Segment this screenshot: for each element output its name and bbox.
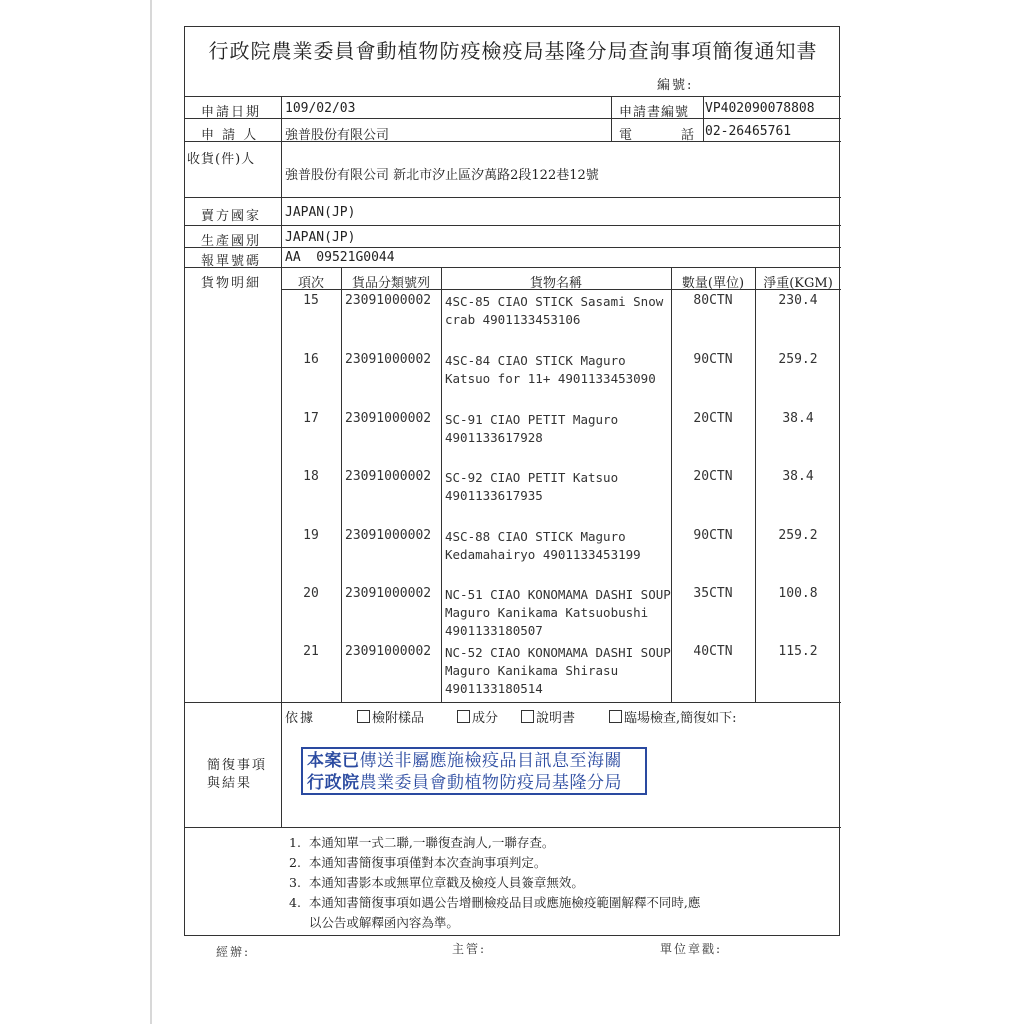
checkbox-label: 說明書 [536,711,576,726]
row-quantity: 35CTN [693,586,733,601]
row-weight: 259.2 [778,528,818,543]
checkbox-sample[interactable] [357,707,424,726]
declaration-number-value: AA 09521G0044 [285,250,395,265]
row-weight: 259.2 [778,352,818,367]
row-weight: 38.4 [782,469,814,484]
row-item: 18 [303,469,319,484]
row-item: 20 [303,586,319,601]
row-quantity: 20CTN [693,411,733,426]
header-quantity: 數量(單位) [681,276,745,291]
goods-detail-label: 貨物明細 [201,276,262,291]
header-goods-name: 貨物名稱 [529,276,582,291]
row-code: 23091000002 [345,469,432,484]
applicant-value: 強普股份有限公司 [285,128,390,143]
consignee-value: 強普股份有限公司 新北市汐止區汐萬路2段122巷12號 [285,168,599,183]
supervisor-label: 主管: [452,942,487,956]
row-weight: 100.8 [778,586,818,601]
official-stamp [301,747,647,795]
checkbox-ingredients[interactable] [457,707,498,726]
header-net-weight: 淨重(KGM) [763,276,833,291]
apply-date-value: 109/02/03 [285,101,356,116]
row-name: NC-52 CIAO KONOMAMA DASHI SOUP Maguro Kanikama Shirasu 4901133180514 [445,645,671,696]
row-weight: 115.2 [778,644,818,659]
header-item: 項次 [297,276,324,291]
row-name: 4SC-85 CIAO STICK Sasami Snow crab 4901133453106 [445,294,664,327]
row-code: 23091000002 [345,586,432,601]
applicant-label: 申 請 人 [201,128,259,143]
column-line [755,267,756,702]
header-tariff-code: 貨品分類號列 [351,276,430,291]
note-item: 4. 本通知書簡復事項如遇公告增刪檢疫品目或應施檢疫範圍解釋不同時,應 [289,895,701,910]
divider [185,197,841,198]
phone-label-2: 話 [681,128,697,143]
divider [185,247,841,248]
row-quantity: 40CTN [693,644,733,659]
form-title: 行政院農業委員會動植物防疫檢疫局基隆分局查詢事項簡復通知書 [208,39,818,63]
note-item: 1. 本通知單一式二聯,一聯復查詢人,一聯存查。 [289,835,555,850]
row-code: 23091000002 [345,352,432,367]
seller-country-value: JAPAN(JP) [285,205,356,220]
stamp-line2-bold: 行政院 [307,773,360,793]
seller-country-label: 賣方國家 [201,209,262,224]
origin-country-label: 生產國別 [201,234,262,249]
unit-stamp-label: 單位章戳: [660,942,723,956]
row-code: 23091000002 [345,411,432,426]
row-quantity: 80CTN [693,293,733,308]
checkbox-label: 成分 [472,711,499,726]
stamp-line1-bold: 本案已 [307,751,360,771]
row-code: 23091000002 [345,293,432,308]
column-line [611,96,612,141]
consignee-label: 收貨(件)人 [187,152,256,167]
divider [185,141,841,142]
row-weight: 38.4 [782,411,814,426]
row-name: 4SC-88 CIAO STICK Maguro Kedamahairyo 4901133453199 [445,529,641,562]
row-quantity: 90CTN [693,352,733,367]
divider [185,702,841,703]
row-name: NC-51 CIAO KONOMAMA DASHI SOUP Maguro Kanikama Katsuobushi 4901133180507 [445,587,671,638]
row-weight: 230.4 [778,293,818,308]
checkbox-box[interactable] [357,710,370,723]
row-name: 4SC-84 CIAO STICK Maguro Katsuo for 11+ 4901133453090 [445,353,656,386]
phone-label: 電 [619,128,635,143]
scan-edge [150,0,152,1024]
application-number-label: 申請書編號 [619,105,690,120]
column-line [281,96,282,827]
checkbox-label: 臨場檢查,簡復如下: [624,711,737,726]
origin-country-value: JAPAN(JP) [285,230,356,245]
divider [185,827,841,828]
column-line [671,267,672,702]
column-line [441,267,442,702]
row-item: 16 [303,352,319,367]
row-item: 21 [303,644,319,659]
handler-label: 經辦: [216,945,251,959]
checkbox-box[interactable] [457,710,470,723]
declaration-number-label: 報單號碼 [201,254,262,269]
divider [185,96,841,97]
stamp-line2: 農業委員會動植物防疫局基隆分局 [359,773,622,793]
note-item: 2. 本通知書簡復事項僅對本次查詢事項判定。 [289,855,547,870]
column-line [341,267,342,702]
divider [185,118,841,119]
stamp-line1: 傳送非屬應施檢疫品目訊息至海關 [359,751,622,771]
notes-list [289,833,700,933]
checkbox-box[interactable] [521,710,534,723]
note-item: 3. 本通知書影本或無單位章戳及檢疫人員簽章無效。 [289,875,584,890]
row-quantity: 20CTN [693,469,733,484]
divider [185,267,841,268]
reply-label-line2: 與結果 [207,776,253,791]
row-code: 23091000002 [345,528,432,543]
notification-form [184,26,840,936]
note-item: 以公告或解釋函內容為準。 [289,915,459,930]
divider [185,225,841,226]
phone-value: 02-26465761 [705,124,792,139]
row-item: 19 [303,528,319,543]
checkbox-onsite-inspection[interactable] [609,707,737,726]
serial-number-label: 編號: [657,78,694,93]
column-line [703,96,704,141]
apply-date-label: 申請日期 [201,105,262,120]
application-number-value: VP402090078808 [705,101,815,116]
checkbox-label: 檢附樣品 [372,711,425,726]
row-item: 17 [303,411,319,426]
row-name: SC-92 CIAO PETIT Katsuo 4901133617935 [445,470,619,503]
row-quantity: 90CTN [693,528,733,543]
checkbox-box[interactable] [609,710,622,723]
row-code: 23091000002 [345,644,432,659]
checkbox-manual[interactable] [521,707,575,726]
row-item: 15 [303,293,319,308]
row-name: SC-91 CIAO PETIT Maguro 4901133617928 [445,412,619,445]
reply-label-line1: 簡復事項 [207,758,268,773]
basis-label: 依據 [285,711,316,726]
